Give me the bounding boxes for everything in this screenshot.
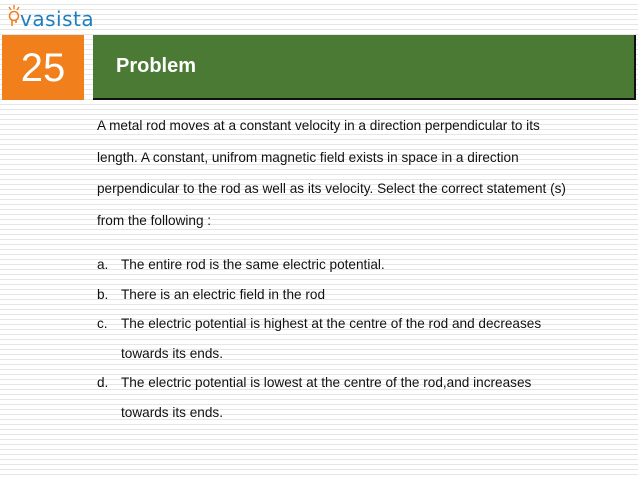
option-text — [121, 280, 617, 310]
option-line: The electric potential is highest at the centre of the rod and decreases — [121, 316, 542, 331]
option-line: towards its ends. — [121, 404, 223, 420]
statement-line: A metal rod moves at a constant velocity in a direction perpendicular to its — [97, 118, 540, 133]
option-text — [121, 250, 617, 280]
problem-content — [97, 110, 617, 427]
options-list — [97, 250, 617, 427]
option-b — [97, 280, 617, 310]
title-bar — [93, 35, 636, 100]
option-line: The electric potential is lowest at the centre of the rod,and increases — [121, 375, 532, 390]
statement-line: perpendicular to the rod as well as its velocity. Select the correct statement (s) — [97, 181, 566, 196]
option-marker: b. — [97, 286, 109, 302]
option-text — [121, 309, 617, 368]
option-c — [97, 309, 617, 368]
problem-statement — [97, 110, 617, 236]
lightbulb-icon — [4, 4, 22, 30]
option-d — [97, 368, 617, 427]
slide-title: Problem — [116, 55, 197, 77]
option-marker: c. — [97, 316, 108, 331]
slide-number: 25 — [2, 35, 84, 100]
option-marker: d. — [97, 375, 109, 390]
option-text — [121, 368, 617, 427]
option-line: The entire rod is the same electric potential. — [121, 257, 385, 272]
option-line: towards its ends. — [121, 345, 223, 361]
option-marker: a. — [97, 257, 109, 272]
option-a — [97, 250, 617, 280]
statement-line: length. A constant, unifrom magnetic field exists in space in a direction — [97, 149, 519, 165]
brand-logo — [4, 2, 94, 32]
statement-line: from the following : — [97, 212, 212, 228]
option-line: There is an electric field in the rod — [121, 286, 326, 302]
logo-text: vasista — [20, 7, 95, 31]
